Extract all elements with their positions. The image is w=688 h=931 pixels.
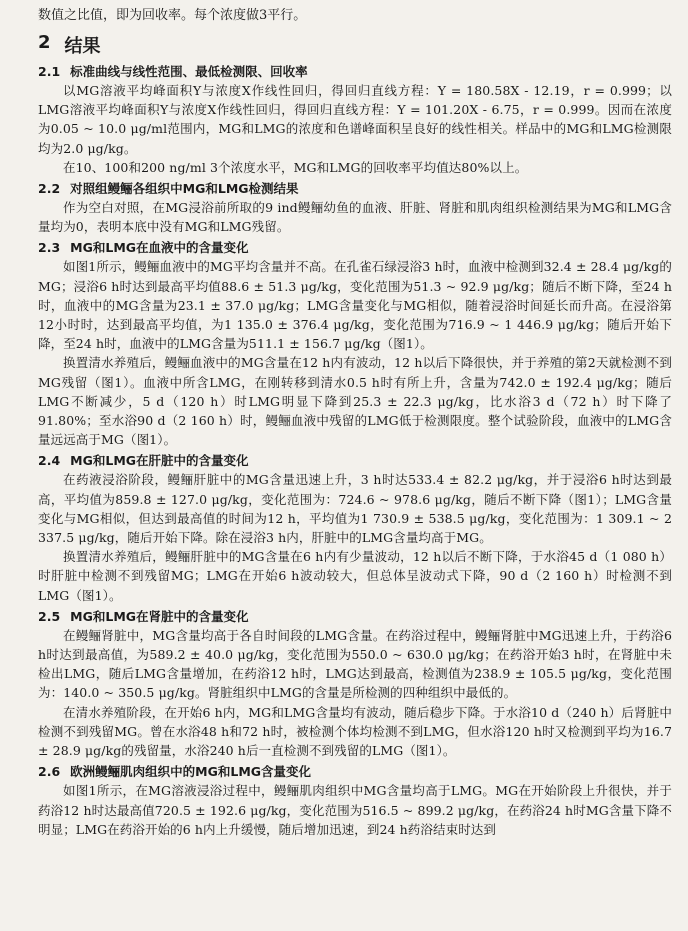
subsection-number: 2.6 [38, 764, 61, 780]
section-number: 2 [38, 32, 51, 53]
paragraph: 换置清水养殖后，鳗鲡肝脏中的MG含量在6 h内有少量波动，12 h以后不断下降，于水浴45 d（1 080 h）时肝脏中检测不到残留MG；LMG在开始6 h波动较大，但总体呈波动式下降，90 d（2 160 h）时检测不到LMG（图1）。 [38, 549, 672, 603]
paragraph: 以MG溶液平均峰面积Y与浓度X作线性回归，得回归直线方程：Y = 180.58X - 12.19，r = 0.999；以LMG溶液平均峰面积Y与浓度X作线性回归，得回归直线方程：Y = 101.20X - 6.75，r = 0.999。因而在浓度为0.05 ~ 10.0 μg/ml范围内，MG和LMG的浓度和色谱峰面积呈良好的线性相关。样品中的MG和LMG检测限均为2.0 μg/kg。 [38, 83, 672, 156]
section-title: 结果 [64, 36, 101, 57]
subsection-heading-2-4 [38, 451, 672, 470]
subsection-title: MG和LMG在肝脏中的含量变化 [70, 453, 249, 469]
paragraph: 在鳗鲡肾脏中，MG含量均高于各自时间段的LMG含量。在药浴过程中，鳗鲡肾脏中MG迅速上升，于药浴6 h时达到最高值，为589.2 ± 40.0 μg/kg，变化范围为550.0 ~ 630.0 μg/kg；在药浴开始3 h时，在肾脏中未检出LMG，随后LMG含量增加，在药浴12 h时，LMG达到最高，检测值为238.9 ± 105.5 μg/kg，变化范围为：140.0 ~ 350.5 μg/kg。肾脏组织中LMG的含量是所检测的四种组织中最低的。 [38, 627, 672, 701]
subsection-heading-2-2 [38, 179, 672, 198]
paragraph: 如图1所示，在MG溶液浸浴过程中，鳗鲡肌肉组织中MG含量均高于LMG。MG在开始阶段上升很快，并于药浴12 h时达最高值720.5 ± 192.6 μg/kg，变化范围为516.5 ~ 899.2 μg/kg，在药浴24 h时MG含量下降不明显；LMG在药浴开始的6 h内上升缓慢，随后增加迅速，到24 h药浴结束时达到 [38, 783, 672, 837]
subsection-title: MG和LMG在肾脏中的含量变化 [70, 608, 249, 624]
paragraph: 在清水养殖阶段，在开始6 h内，MG和LMG含量均有波动，随后稳步下降。于水浴10 d（240 h）后肾脏中检测不到残留MG。曾在水浴48 h和72 h时，被检测个体均检测不到LMG，但水浴120 h时又检测到平均为16.7 ± 28.9 μg/kg的残留量，水浴240 h后一直检测不到残留的LMG（图1）。 [38, 704, 672, 759]
subsection-heading-2-5 [38, 607, 672, 626]
paragraph: 在药液浸浴阶段，鳗鲡肝脏中的MG含量迅速上升，3 h时达533.4 ± 82.2 μg/kg，并于浸浴6 h时达到最高，平均值为859.8 ± 127.0 μg/kg，变化范围为：724.6 ~ 978.6 μg/kg，随后不断下降（图1）；LMG含量变化与MG相似，但达到最高值的时间为12 h，平均值为1 730.9 ± 538.5 μg/kg，变化范围为：1 309.1 ~ 2 337.5 μg/kg，随后开始下降。除在浸浴3 h内，肝脏中的LMG含量均高于MG。 [38, 472, 672, 546]
paragraph: 换置清水养殖后，鳗鲡血液中的MG含量在12 h内有波动，12 h以后下降很快，并于养殖的第2天就检测不到MG残留（图1）。血液中所含LMG，在刚转移到清水0.5 h时有所上升，含量为742.0 ± 192.4 μg/kg；随后LMG不断减少，5 d（120 h）时LMG明显下降到25.3 ± 22.3 μg/kg，比水浴3 d（72 h）时下降了91.80%；至水浴90 d（2 160 h）时，鳗鲡血液中残留的LMG低于检测限度。整个试验阶段，血液中的LMG含量远远高于MG（图1）。 [38, 355, 672, 448]
subsection-heading-2-6 [38, 762, 672, 781]
subsection-title: MG和LMG在血液中的含量变化 [70, 240, 249, 256]
subsection-title: 欧洲鳗鲡肌肉组织中的MG和LMG含量变化 [70, 764, 312, 780]
subsection-heading-2-3 [38, 238, 672, 257]
subsection-heading-2-1 [38, 62, 672, 81]
top-line-text: 数值之比值，即为回收率。每个浓度做3平行。 [38, 8, 307, 23]
subsection-number: 2.3 [38, 240, 61, 256]
subsection-title: 标准曲线与线性范围、最低检测限、回收率 [70, 64, 308, 79]
subsection-number: 2.2 [38, 181, 61, 197]
paragraph: 在10、100和200 ng/ml 3个浓度水平，MG和LMG的回收率平均值达80%以上。 [63, 159, 528, 175]
paragraph: 作为空白对照，在MG浸浴前所取的9 ind鳗鲡幼鱼的血液、肝脏、肾脏和肌肉组织检测结果为MG和LMG含量均为0，表明本底中没有MG和LMG残留。 [38, 200, 672, 235]
subsection-title: 对照组鳗鲡各组织中MG和LMG检测结果 [70, 181, 299, 197]
subsection-number: 2.4 [38, 453, 61, 469]
section-heading [38, 32, 672, 58]
paragraph: 如图1所示，鳗鲡血液中的MG平均含量并不高。在孔雀石绿浸浴3 h时，血液中检测到32.4 ± 28.4 μg/kg的MG；浸浴6 h时达到最高平均值88.6 ± 51.3 μg/kg，变化范围为51.3 ~ 92.9 μg/kg；随后不断下降，至24 h时，血液中的MG含量为23.1 ± 37.0 μg/kg；LMG含量变化与MG相似，随着浸浴时间延长而升高。在浸浴第12小时时，达到最高平均值，为1 135.0 ± 376.4 μg/kg，变化范围为716.9 ~ 1 446.9 μg/kg；随后开始下降，至24 h时，血液中的LMG含量为511.1 ± 156.7 μg/kg（图1）。 [38, 259, 672, 352]
subsection-number: 2.5 [38, 608, 61, 624]
subsection-number: 2.1 [38, 64, 61, 79]
